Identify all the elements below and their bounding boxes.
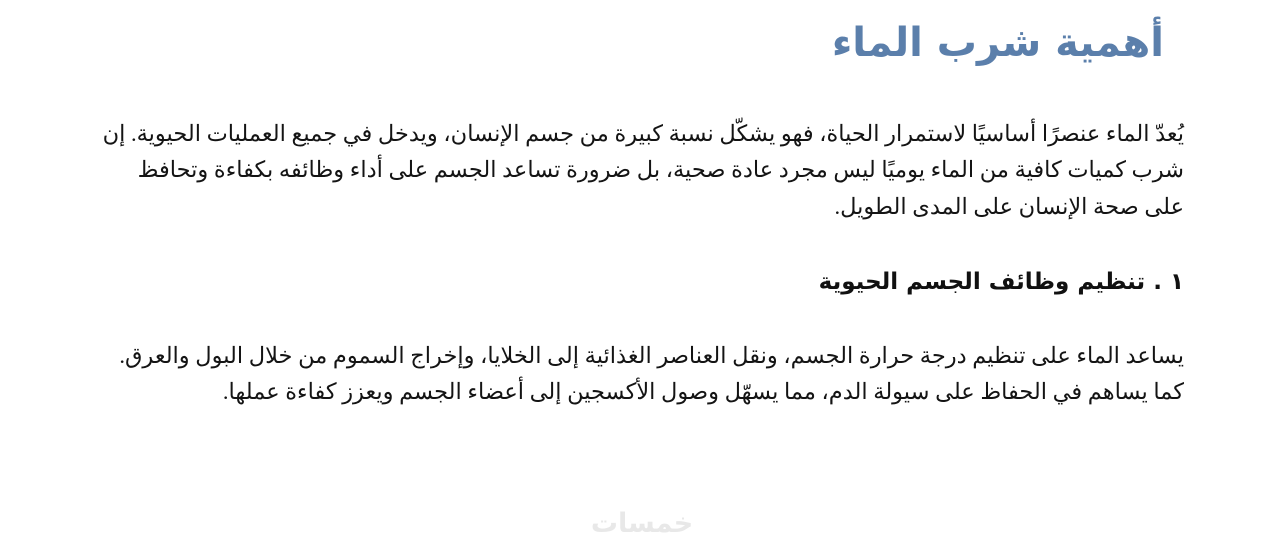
document-body <box>0 116 1284 411</box>
page-title: أهمية شرب الماء <box>831 20 1164 66</box>
watermark-text: خمسات <box>590 508 694 539</box>
intro-paragraph: يُعدّ الماء عنصرًا أساسيًا لاستمرار الحياة، فهو يشكّل نسبة كبيرة من جسم الإنسان، ويدخل في جميع العمليات الحيوية. إن شرب كميات كافية من الماء يوميًا ليس مجرد عادة صحية، بل ضرورة تساعد الجسم على أداء وظائفه بكفاءة وتحافظ على صحة الإنسان على المدى الطويل. <box>102 121 1184 219</box>
section-one-paragraph: يساعد الماء على تنظيم درجة حرارة الجسم، ونقل العناصر الغذائية إلى الخلايا، وإخراج السموم من خلال البول والعرق. كما يساهم في الحفاظ على سيولة الدم، مما يسهّل وصول الأكسجين إلى أعضاء الجسم ويعزز كفاءة عملها. <box>119 342 1184 405</box>
section-heading-one: ١ . تنظيم وظائف الجسم الحيوية <box>818 269 1184 296</box>
